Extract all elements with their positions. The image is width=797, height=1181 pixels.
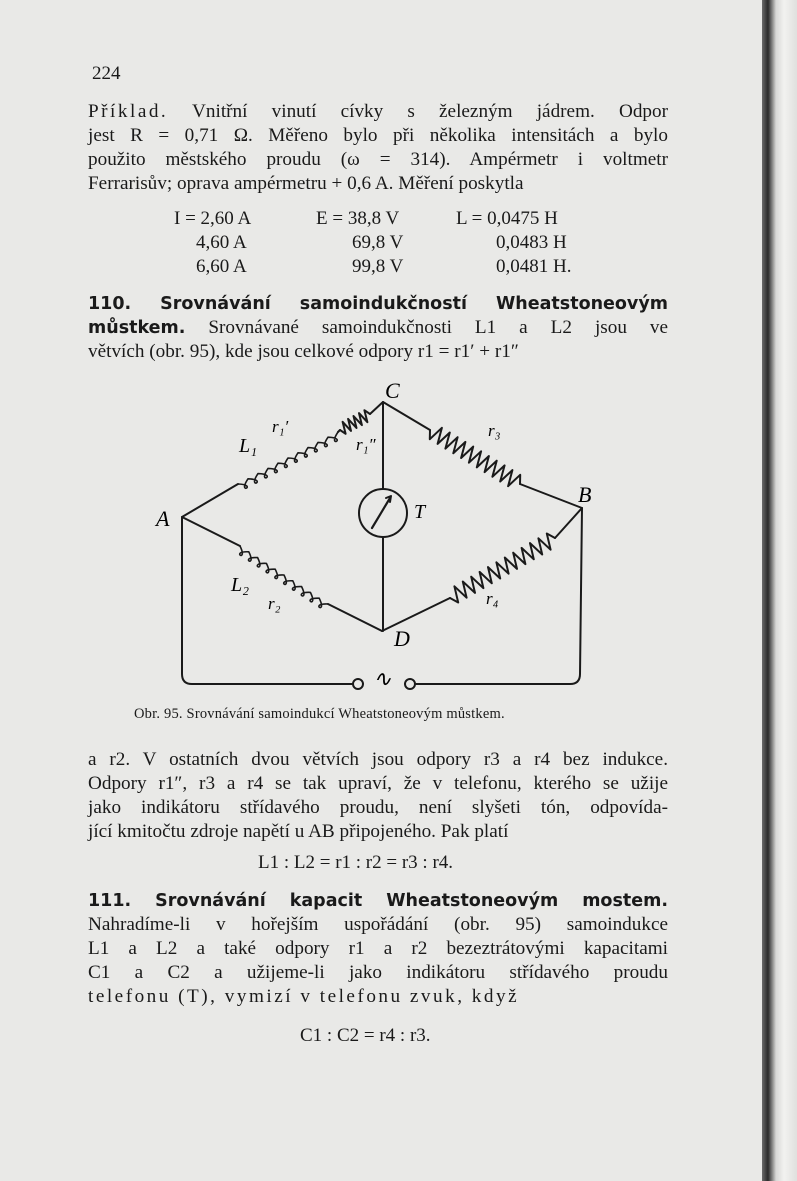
- section-111-heading: 111. Srovnávání kapacit Wheatstoneovým mostem.: [88, 891, 668, 911]
- after-figure-paragraph: [88, 748, 668, 844]
- figure-caption: Obr. 95. Srovnávání samoindukcí Wheatstoneovým můstkem.: [134, 706, 505, 722]
- label-r1-double-prime: r₁″: [356, 435, 376, 454]
- section-110-line-3: větvích (obr. 95), kde jsou celkové odpory r1 = r1′ + r1″: [88, 341, 519, 362]
- resistor-r3: [430, 428, 520, 486]
- section-111-line-4: telefonu (T), vymizí v telefonu zvuk, když: [88, 986, 520, 1007]
- label-L2: L₂: [231, 574, 250, 596]
- example-line-4: Ferrarisův; oprava ampérmetru + 0,6 A. Měření poskytla: [88, 173, 524, 194]
- resistor-r1-prime: [340, 410, 370, 434]
- resistor-r4: [450, 534, 555, 603]
- after-line-3: jako indikátoru střídavého proudu, není slyšeti tón, odpovída-: [88, 797, 668, 818]
- meas-I-1: I = 2,60 A: [174, 208, 252, 229]
- page-number: 224: [92, 63, 121, 84]
- label-D: D: [394, 626, 410, 651]
- section-111: [88, 889, 668, 1009]
- meas-E-1: E = 38,8 V: [316, 208, 400, 229]
- label-B: B: [578, 482, 592, 507]
- example-label: Příklad.: [88, 101, 169, 122]
- meas-I-3: 6,60 A: [196, 256, 247, 277]
- example-line-1: Příklad. Vnitřní vinutí cívky s železným jádrem. Odpor: [88, 101, 668, 122]
- example-line-2: jest R = 0,71 Ω. Měřeno bylo při několika intensitách a bylo: [88, 125, 668, 146]
- section-111-line-3: C1 a C2 a užijeme-li jako indikátoru střídavého proudu: [88, 962, 668, 983]
- label-A: A: [156, 506, 170, 531]
- meas-L-2: 0,0483 H: [496, 232, 567, 253]
- section-110-heading: 110. Srovnávání samoindukčností Wheatstoneovým: [88, 294, 668, 314]
- label-r2: r₂: [268, 594, 281, 613]
- meas-L-1: L = 0,0475 H: [456, 208, 558, 229]
- meas-L-3: 0,0481 H.: [496, 256, 572, 277]
- label-r3: r₃: [488, 421, 501, 440]
- example-line-3: použito městského proudu (ω = 314). Ampérmetr i voltmetr: [88, 149, 668, 170]
- meas-E-3: 99,8 V: [352, 256, 404, 277]
- formula-capacitance-ratio: C1 : C2 = r4 : r3.: [300, 1025, 431, 1046]
- formula-inductance-ratio: L1 : L2 = r1 : r2 = r3 : r4.: [258, 852, 454, 873]
- ac-source-symbol: ∿: [373, 666, 392, 691]
- label-L1: L₁: [239, 435, 258, 457]
- label-C: C: [385, 378, 400, 403]
- section-111-line-2: L1 a L2 a také odpory r1 a r2 bezeztrátovými kapacitami: [88, 938, 668, 959]
- after-line-2: Odpory r1″, r3 a r4 se tak upraví, že v telefonu, kterého se užije: [88, 773, 668, 794]
- label-r1-prime: r₁′: [272, 417, 289, 436]
- after-line-4: jící kmitočtu zdroje napětí u AB připojeného. Pak platí: [88, 821, 509, 842]
- label-r4: r₄: [486, 589, 499, 608]
- section-110-line-2: můstkem. Srovnávané samoindukčnosti L1 a L2 jsou ve: [88, 317, 668, 338]
- label-T: T: [414, 501, 426, 523]
- after-line-1: a r2. V ostatních dvou větvích jsou odpory r3 a r4 bez indukce.: [88, 749, 668, 770]
- meas-I-2: 4,60 A: [196, 232, 247, 253]
- coil-L2: [240, 546, 328, 608]
- meas-E-2: 69,8 V: [352, 232, 404, 253]
- section-111-line-1: Nahradíme-li v hořejším uspořádání (obr. 95) samoindukce: [88, 914, 668, 935]
- book-spine: [762, 0, 797, 1181]
